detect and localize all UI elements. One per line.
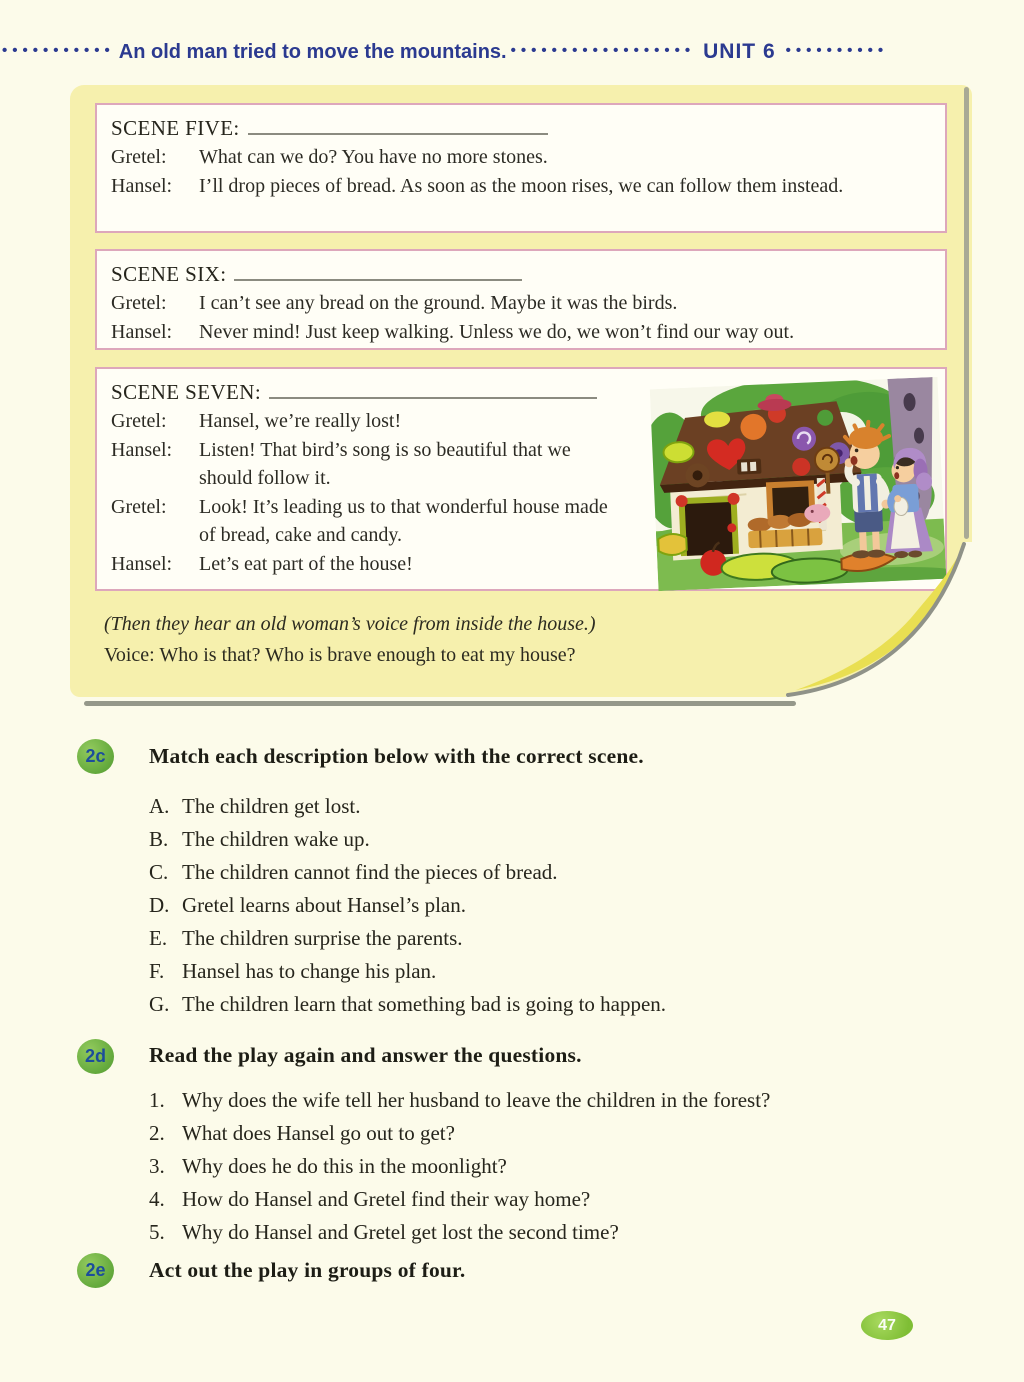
page-curl <box>786 542 976 707</box>
match-item-a: A. The children get lost. <box>149 794 361 818</box>
scene-title-blank <box>248 119 548 135</box>
exercise-2d-instruction: Read the play again and answer the questions. <box>149 1043 582 1067</box>
scene-six-box <box>95 249 947 350</box>
question-list <box>149 1084 949 1249</box>
question-5: 5. Why do Hansel and Gretel get lost the second time? <box>149 1220 619 1244</box>
dialogue-line: Hansel: Never mind! Just keep walking. Unless we do, we won’t find our way out. <box>111 320 795 343</box>
unit-label: UNIT 6 <box>703 40 776 63</box>
stage-direction: (Then they hear an old woman’s voice from inside the house.) <box>104 613 596 635</box>
match-item-f: F. Hansel has to change his plan. <box>149 959 437 983</box>
pad-bottom-shadow <box>84 701 796 706</box>
scene-title-blank <box>234 265 522 281</box>
match-item-d: D. Gretel learns about Hansel’s plan. <box>149 893 466 917</box>
match-item-b: B. The children wake up. <box>149 827 370 851</box>
page-header <box>0 40 1024 64</box>
play-script-pad <box>70 85 972 697</box>
lesson-title: An old man tried to move the mountains. <box>118 40 507 63</box>
dotted-rule-left: ••••••••••• <box>2 41 115 59</box>
question-1: 1. Why does the wife tell her husband to leave the children in the forest? <box>149 1088 771 1112</box>
dialogue-line: Gretel: What can we do? You have no more stones. <box>111 146 548 168</box>
scene-five-box <box>95 103 947 233</box>
dialogue-line: Gretel: I can’t see any bread on the ground. Maybe it was the birds. <box>111 292 678 314</box>
scene-title-blank <box>269 383 597 399</box>
page-number-badge: 47 <box>861 1311 913 1340</box>
match-item-c: C. The children cannot find the pieces of bread. <box>149 860 558 884</box>
dialogue-line: Hansel: Listen! That bird’s song is so beautiful that we should follow it. <box>111 438 571 489</box>
pad-edge-shadow <box>964 87 969 539</box>
question-3: 3. Why does he do this in the moonlight? <box>149 1154 507 1178</box>
dotted-rule-middle: •••••••••••••••••• <box>510 41 696 59</box>
dotted-rule-right: •••••••••• <box>785 41 889 59</box>
exercise-2c-instruction: Match each description below with the correct scene. <box>149 744 644 768</box>
dialogue-line: Gretel: Hansel, we’re really lost! <box>111 410 402 432</box>
exercise-badge-2e: 2e <box>77 1253 114 1288</box>
scene-six-heading: SCENE SIX: <box>111 259 935 289</box>
voice-line: Voice: Who is that? Who is brave enough to eat my house? <box>104 644 576 666</box>
question-4: 4. How do Hansel and Gretel find their way home? <box>149 1187 591 1211</box>
scene-seven-heading: SCENE SEVEN: <box>111 377 935 407</box>
dialogue-line: Hansel: Let’s eat part of the house! <box>111 552 413 575</box>
exercise-2e-instruction: Act out the play in groups of four. <box>149 1258 466 1282</box>
exercise-badge-2c: 2c <box>77 739 114 774</box>
match-item-e: E. The children surprise the parents. <box>149 926 463 950</box>
match-item-g: G. The children learn that something bad is going to happen. <box>149 992 667 1016</box>
dialogue-line: Hansel: I’ll drop pieces of bread. As soon as the moon rises, we can follow them instead. <box>111 174 844 197</box>
question-2: 2. What does Hansel go out to get? <box>149 1121 455 1145</box>
exercise-badge-2d: 2d <box>77 1039 114 1074</box>
voice-block <box>104 609 596 671</box>
match-list <box>149 790 949 1021</box>
dialogue-line: Gretel: Look! It’s leading us to that wonderful house made of bread, cake and candy. <box>111 495 608 546</box>
scene-five-heading: SCENE FIVE: <box>111 113 935 143</box>
